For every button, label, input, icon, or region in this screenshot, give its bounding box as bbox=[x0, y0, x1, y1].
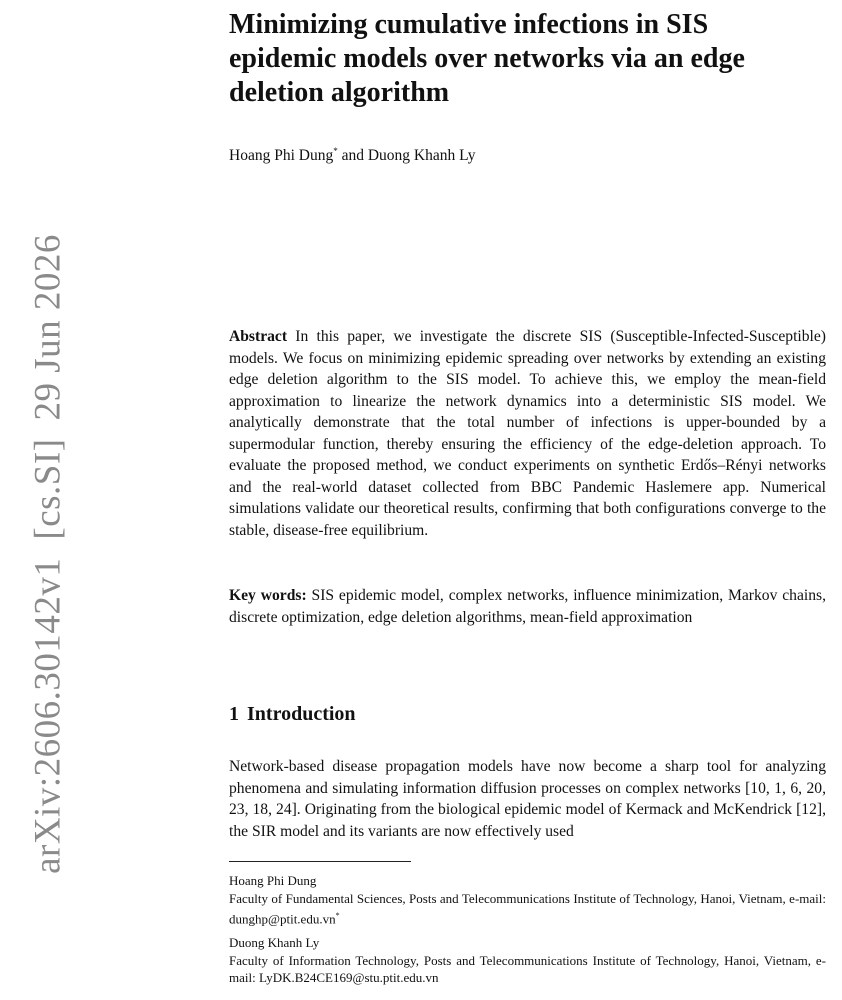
keywords-label: Key words: bbox=[229, 587, 307, 604]
section-title: Introduction bbox=[247, 703, 356, 725]
footnote-author-1 bbox=[229, 872, 826, 928]
footnote-1-affiliation: Faculty of Fundamental Sciences, Posts and Telecommunications Institute of Technology, Hanoi, Vietnam, e-mail: dunghp@ptit.edu.vn* bbox=[229, 890, 826, 927]
arxiv-category: [cs.SI] bbox=[27, 438, 69, 540]
footnote-2-name: Duong Khanh Ly bbox=[229, 935, 320, 950]
author-1-mark: * bbox=[333, 146, 338, 156]
author-separator: and bbox=[337, 147, 368, 165]
author-line bbox=[229, 146, 826, 165]
author-1: Hoang Phi Dung bbox=[229, 147, 334, 165]
introduction-paragraph: Network-based disease propagation models have now become a sharp tool for analyzing phenomena and simulating information diffusion processes on complex networks [10, 1, 6, 20, 23, 18, 24]. Originating from the biological epidemic model of Kermack and McKendrick [12], the SIR model and its variants are now effectively used bbox=[229, 758, 826, 840]
arxiv-id: arXiv:2606.30142v1 bbox=[27, 557, 69, 874]
abstract-label: Abstract bbox=[229, 328, 288, 345]
keywords bbox=[229, 585, 826, 628]
footnote-1-mark: * bbox=[335, 911, 340, 920]
abstract bbox=[229, 326, 826, 541]
arxiv-date: 29 Jun 2026 bbox=[27, 234, 69, 421]
keywords-text: SIS epidemic model, complex networks, influence minimization, Markov chains, discrete optimization, edge deletion algorithms, mean-field approximation bbox=[229, 587, 826, 626]
footnote-author-2 bbox=[229, 934, 826, 987]
abstract-text: In this paper, we investigate the discrete SIS (Susceptible-Infected-Susceptible) models. We focus on minimizing epidemic spreading over networks by extending an existing edge deletion algorithm to the SIS model. To achieve this, we employ the mean-field approximation to linearize the network dynamics into a deterministic SIS model. We analytically demonstrate that the total number of infections is upper-bounded by a supermodular function, thereby ensuring the efficiency of the edge-deletion approach. To evaluate the proposed method, we conduct experiments on synthetic Erdős–Rényi networks and the real-world dataset collected from BBC Pandemic Haslemere app. Numerical simulations validate our theoretical results, confirming that both configurations converge to the stable, disease-free equilibrium. bbox=[229, 328, 826, 539]
arxiv-sidebar-identifier bbox=[27, 234, 70, 874]
section-number: 1 bbox=[229, 703, 239, 725]
author-2: Duong Khanh Ly bbox=[367, 147, 476, 165]
footnote-1-name: Hoang Phi Dung bbox=[229, 873, 317, 888]
section-heading-introduction bbox=[229, 703, 826, 726]
footnote-2-affiliation: Faculty of Information Technology, Posts and Telecommunications Institute of Technology, Hanoi, Vietnam, e-mail: LyDK.B24CE169@stu.ptit.edu.vn bbox=[229, 952, 826, 985]
footnote-divider bbox=[229, 861, 411, 862]
paper-title: Minimizing cumulative infections in SIS epidemic models over networks via an edge deletion algorithm bbox=[229, 9, 745, 108]
